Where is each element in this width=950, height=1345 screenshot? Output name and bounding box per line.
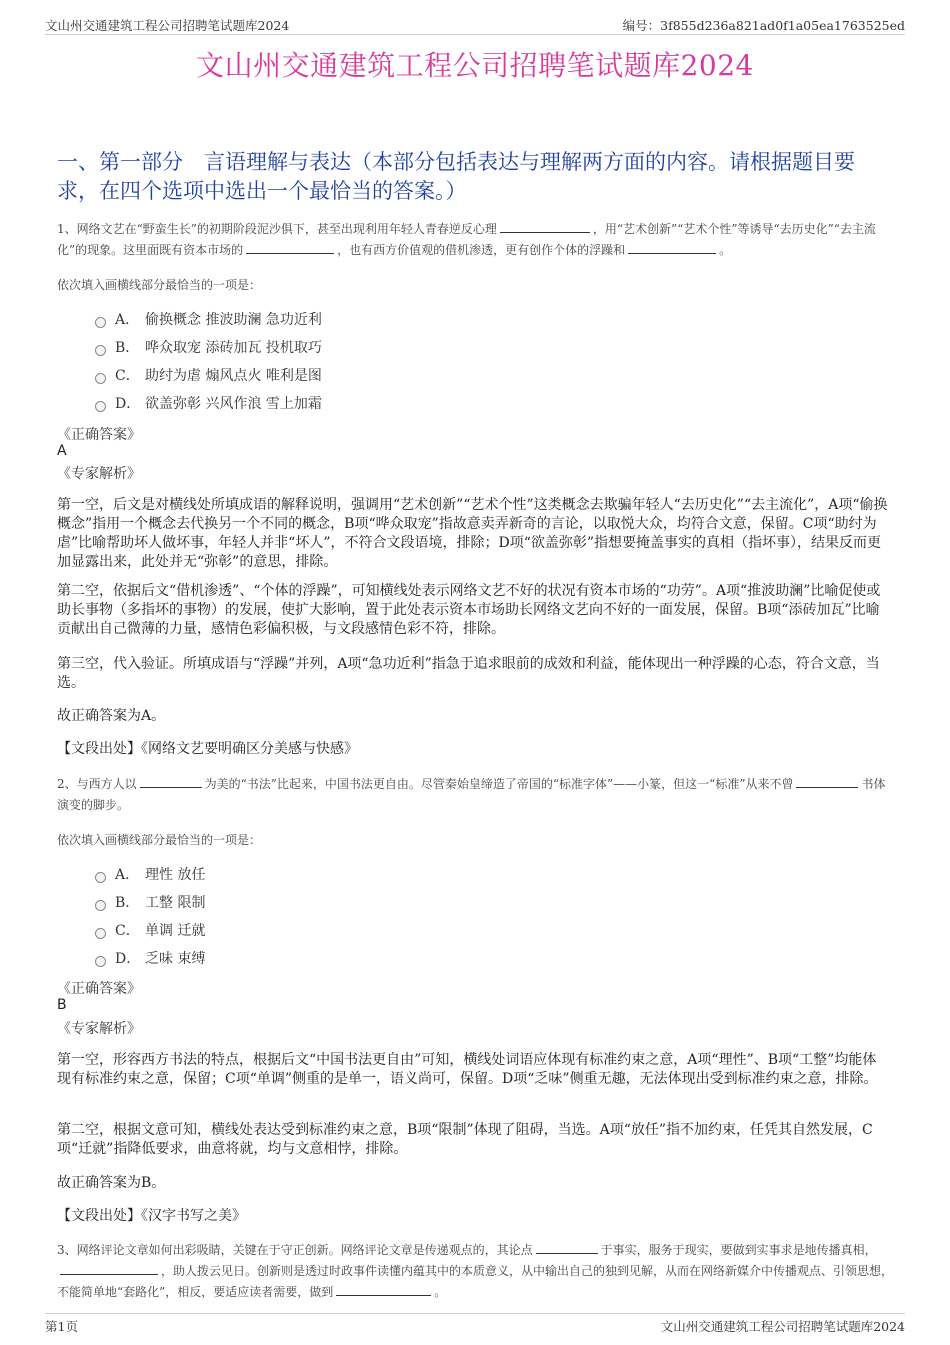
blank-line (336, 1283, 431, 1296)
analysis-paragraph: 第二空，依据后文“借机渗透”、“个体的浮躁”，可知横线处表示网络文艺不好的状况有资本市场的“功劳”。A项“推波助澜”比喻促使或助长事物（多指坏的事物）的发展，使扩大影响，置于此处表示资本市场助长网络文艺向不好的一面发展，保留。B项“添砖加瓦”比喻贡献出自己微薄的力量，感情色彩偏积极，与文段感情色彩不符，排除。 (57, 583, 881, 637)
option-a[interactable] (95, 860, 205, 888)
question-2-options (95, 860, 205, 972)
stem-text: ，也有西方价值观的借机渗透，更有创作个体的浮躁和 (337, 243, 626, 257)
option-text: 欲盖弥彰 兴风作浪 雪上加霜 (145, 396, 322, 412)
option-key: B． (115, 895, 140, 911)
option-key: D． (115, 951, 141, 967)
radio-icon[interactable] (95, 928, 106, 939)
stem-text: ，用“艺术创新”“艺术个性”等诱导“去历史化”“去主流化”的现象。这里面既有资本市场的 (57, 222, 876, 257)
blank-line (500, 220, 590, 233)
option-text: 乏味 束缚 (145, 951, 206, 967)
page-header (45, 14, 905, 35)
analysis-paragraph: 故正确答案为A。 (57, 708, 166, 724)
radio-icon[interactable] (95, 373, 106, 384)
option-key: D． (115, 396, 141, 412)
option-d[interactable] (95, 944, 205, 972)
answer-label: 《正确答案》 (57, 981, 141, 997)
blank-line (246, 241, 334, 254)
answer-label: 《正确答案》 (57, 427, 141, 443)
option-c[interactable] (95, 916, 205, 944)
radio-icon[interactable] (95, 956, 106, 967)
answer-value: B (57, 997, 67, 1013)
option-a[interactable] (95, 305, 322, 333)
blank-line (796, 775, 858, 788)
analysis-label: 《专家解析》 (57, 1021, 141, 1037)
option-key: A． (115, 312, 140, 328)
question-1-stem (57, 219, 895, 261)
question-1-options (95, 305, 322, 417)
question-3-stem (57, 1240, 895, 1303)
source-note: 【文段出处】《汉字书写之美》 (57, 1208, 246, 1224)
footer-title: 文山州交通建筑工程公司招聘笔试题库2024 (660, 1319, 905, 1334)
source-note: 【文段出处】《网络文艺要明确区分美感与快感》 (57, 741, 358, 757)
option-text: 偷换概念 推波助澜 急功近利 (145, 312, 322, 328)
section-heading: 一、第一部分 言语理解与表达（本部分包括表达与理解两方面的内容。请根据题目要求，在四个选项中选出一个最恰当的答案。） (57, 150, 855, 203)
answer-value: A (57, 443, 67, 459)
radio-icon[interactable] (95, 872, 106, 883)
option-b[interactable] (95, 888, 205, 916)
blank-line (140, 775, 202, 788)
page-footer (45, 1313, 905, 1334)
option-text: 工整 限制 (145, 895, 206, 911)
analysis-paragraph: 第一空，形容西方书法的特点，根据后文“中国书法更自由”可知，横线处词语应体现有标准约束之意，A项“理性”、B项“工整”均能体现有标准约束之意，保留；C项“单调”侧重的是单一，语义尚可，保留。D项“乏味”侧重无趣，无法体现出受到标准约束之意，排除。 (57, 1052, 878, 1087)
radio-icon[interactable] (95, 401, 106, 412)
stem-text: 。 (434, 1285, 447, 1299)
blank-line (60, 1262, 158, 1275)
question-2-stem (57, 774, 895, 816)
option-text: 单调 迁就 (145, 923, 206, 939)
header-id: 编号：3f855d236a821ad0f1a05ea1763525ed (622, 18, 905, 33)
option-text: 助纣为虐 煽风点火 唯利是图 (145, 368, 322, 384)
analysis-paragraph: 第一空，后文是对横线处所填成语的解释说明，强调用“艺术创新”“艺术个性”这类概念去欺骗年轻人“去历史化”“去主流化”，A项“偷换概念”指用一个概念去代换另一个不同的概念，B项“哗众取宠”指故意卖弄新奇的言论，以取悦大众，均符合文意，保留。C项“助纣为虐”比喻帮助坏人做坏事，年轻人并非“坏人”，不符合文段语境，排除；D项“欲盖弥彰”指想要掩盖事实的真相（指坏事），结果反而更加显露出来，此处并无“弥彰”的意思，排除。 (57, 497, 888, 570)
option-key: A． (115, 867, 140, 883)
stem-text: 为美的“书法”比起来，中国书法更自由。尽管秦始皇缔造了帝国的“标准字体”——小篆，但这一“标准”从来不曾 (204, 777, 794, 791)
blank-line (536, 1241, 598, 1254)
option-key: C． (115, 923, 140, 939)
option-key: C． (115, 368, 140, 384)
option-key: B． (115, 340, 140, 356)
header-title: 文山州交通建筑工程公司招聘笔试题库2024 (45, 18, 290, 33)
option-c[interactable] (95, 361, 322, 389)
radio-icon[interactable] (95, 345, 106, 356)
stem-text: 1、网络文艺在“野蛮生长”的初期阶段泥沙俱下，甚至出现利用年轻人青春逆反心理 (57, 222, 497, 236)
option-text: 哗众取宠 添砖加瓦 投机取巧 (145, 340, 322, 356)
analysis-paragraph: 第三空，代入验证。所填成语与“浮躁”并列，A项“急功近利”指急于追求眼前的成效和利益，能体现出一种浮躁的心态，符合文意，当选。 (57, 656, 880, 691)
stem-text: 2、与西方人以 (57, 777, 137, 791)
stem-text: 。 (719, 243, 732, 257)
stem-text: 3、网络评论文章如何出彩吸睛，关键在于守正创新。网络评论文章是传递观点的，其论点 (57, 1243, 533, 1257)
option-b[interactable] (95, 333, 322, 361)
radio-icon[interactable] (95, 317, 106, 328)
blank-line (628, 241, 716, 254)
question-2-prompt: 依次填入画横线部分最恰当的一项是： (57, 833, 262, 847)
stem-text: ，助人拨云见日。创新则是透过时政事件读懂内蕴其中的本质意义，从中输出自己的独到见解，从而在网络新媒介中传播观点、引领思想，不能简单地“套路化”，相反，要适应读者需要，做到 (57, 1264, 894, 1299)
analysis-paragraph: 故正确答案为B。 (57, 1175, 166, 1191)
analysis-label: 《专家解析》 (57, 466, 141, 482)
stem-text: 于事实，服务于现实，要做到实事求是地传播真相， (600, 1243, 877, 1257)
option-text: 理性 放任 (145, 867, 206, 883)
page-title: 文山州交通建筑工程公司招聘笔试题库2024 (196, 49, 754, 82)
option-d[interactable] (95, 389, 322, 417)
question-1-prompt: 依次填入画横线部分最恰当的一项是： (57, 278, 262, 292)
analysis-paragraph: 第二空，根据文意可知，横线处表达受到标准约束之意，B项“限制”体现了阻碍，当选。A项“放任”指不加约束，任凭其自然发展，C项“迁就”指降低要求，曲意将就，均与文意相悖，排除。 (57, 1122, 873, 1157)
radio-icon[interactable] (95, 900, 106, 911)
page-number: 第1页 (45, 1319, 78, 1334)
stem-text: 书体演变的脚步。 (57, 777, 886, 812)
